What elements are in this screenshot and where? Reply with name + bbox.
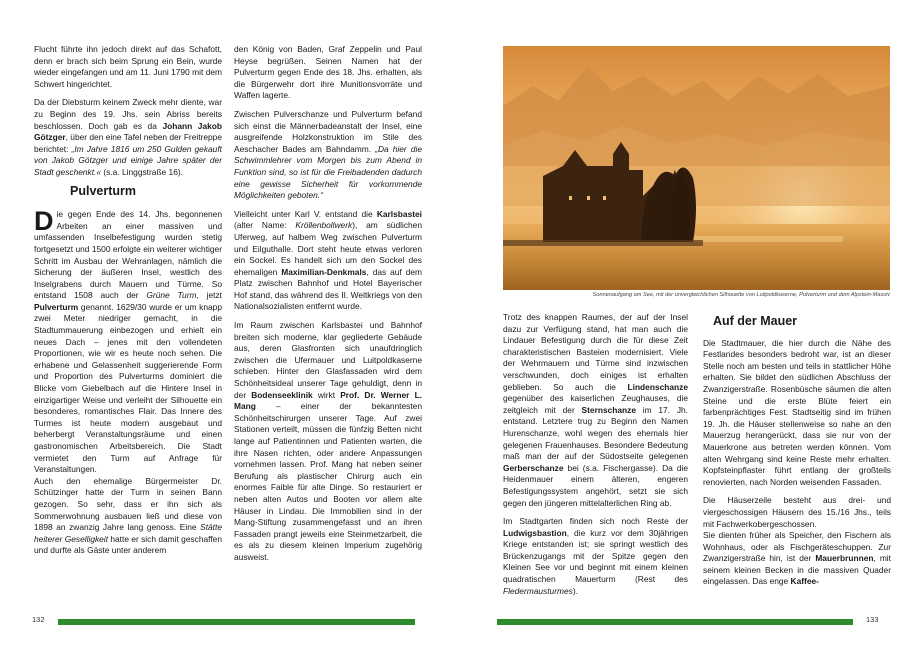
page-number: 133 <box>866 615 879 624</box>
paragraph: Flucht führte ihn jedoch direkt auf das Schafott, denn er brach sich beim Sprung ein Bein, wurde wieder eingefangen und am 11. Juni 1790 mit dem Schwert hingerichtet. <box>34 44 222 89</box>
paragraph: Im Stadtgarten finden sich noch Reste der Ludwigsbastion, die kurz vor dem 30jährigen Kriege entstanden ist; sie springt westlich des Brückenzugangs mit der Spitze gegen den Kleinen See vor und beginnt mit einem kleinen quadratischen Mauerturm (Rest des Fledermausturmes). <box>503 516 688 596</box>
footer-bar <box>497 619 853 625</box>
left-column-2 <box>234 44 422 609</box>
section-heading-pulverturm: Pulverturm <box>70 183 136 198</box>
left-column-1 <box>34 44 222 609</box>
section-heading-auf-der-mauer: Auf der Mauer <box>713 314 798 328</box>
paragraph: Vielleicht unter Karl V. entstand die Karlsbastei (alter Name: Kröllenbollwerk), am südlichen Uferweg, auf halbem Weg zwischen Pulverturm und Eilguthalle. Dort steht heute etwas verloren ein Sockel. Es handelt sich um den Sockel des ehemaligen Maximilian-Denkmals, das auf dem Platz zwischen Bahnhof und Hotel Bayerischer Hof stand, das während des II. Weltkriegs von den Nationalsozialisten entfernt wurde. <box>234 208 422 312</box>
footer-bar <box>58 619 415 625</box>
paragraph: Die gegen Ende des 14. Jhs. begonnenen Arbeiten an einer massiven und umfassenden Inselbefestigung wurden stetig fortgesetzt und 1500 erfolgte ein weiterer wichtiger Schritt im Ausbau der Wehranlagen, nämlich die Sicherung der äußeren Insel, westlich des Inselgrabens durch Mauern und Türme. So entstand 1508 auch der Grüne Turm, jetzt Pulverturm genannt. 1629/30 wurde er um knapp zwei Meter niedriger gemacht, in die Stadtummauerung einbezogen und erhielt ein neues Dach – jenes mit den vollendeten Proportionen, wie wir es heute noch sehen. Die erhabene und Gelassenheit suggerierende Form und Proportion des Pulverturms dominiert die Blicke vom Giebelbach auf die Hintere Insel in einzigartiger Weise und verleiht der Silhouette ein besonderes, romantisches Flair. Das Innere des Turmes ist heute modern ausgebaut und beherbergt Veranstaltungsräume und einen gastronomischen Arbeitsbereich. Die Stadt vermietet den Turm auf Anfrage für Veranstaltungen. <box>34 206 222 475</box>
paragraph: den König von Baden, Graf Zeppelin und Paul Heyse begrüßen. Seinen Namen hat der Pulverturm gegen Ende des 18. Jhs. erhalten, als die Bürgerwehr dort ihre Munitionsvorräte und Waffen lagerte. <box>234 44 422 101</box>
paragraph: Auch den ehemalige Bürgermeister Dr. Schützinger hatte der Turm in seinen Bann gezogen. So sehr, dass er ihn sich als Sommerwohnung ausbauen ließ und diese von 1898 an zwanzig Jahre lang genoss. Eine Stätte heiterer Geselligkeit hatte er sich damit geschaffen und durfte als Gäste unter anderem <box>34 475 222 556</box>
paragraph: Trotz des knappen Raumes, der auf der Insel dazu zur Verfügung stand, hat man auch die Lindauer Befestigung durch die für diese Zeit charakteristischen Basteien modernisiert. Viele der Wehrmauern und Türme sind inzwischen verschwunden, doch einiges ist erhalten geblieben. So auch die Lindenschanze gegenüber des kaiserlichen Zeughauses, die zeitgleich mit der Sternschanze im 17. Jh. entstand. Letztere trug zu Beginn den Namen Hurenschanze, wohl wegen des ehemals hier gelegenen Frauenhauses. Besondere Bedeutung maß man der auf der Südostseite gelegenen Gerberschanze bei (s.a. Fischergasse). Da die Heidenmauer einem älteren, engeren Befestigungssystem angehört, setzt sie sich gegen den jüngeren mittelalterlichen Ring ab. <box>503 312 688 508</box>
page-number: 132 <box>32 615 45 624</box>
drop-cap: D <box>34 206 54 237</box>
left-page <box>0 0 455 648</box>
paragraph: Die Stadtmauer, die hier durch die Nähe des Festlandes besonders bedroht war, ist an dieser Stelle noch am besten und teils in stattlicher Höhe erhalten. Sie bildet den südlichen Abschluss der Zwanzigerstraße. Rosenbüsche säumen die alten Steine und die erste Blüte feiert ein farbenprächtiges Fest. Stadtseitig sind im frühen 19. Jh. die Häuser stellenweise so nahe an den Mauerzug herangerückt, dass sie nur von der Mauerkrone aus betreten werden können. Vom alten Wehrgang sind keine Reste mehr erhalten. Kopfsteinpflaster führt entlang der großteils renovierten, nach Norden weisenden Fassaden. <box>703 337 891 487</box>
paragraph: Die Häuserzeile besteht aus drei- und viergeschossigen Häusern des 15./16 Jhs., teils mit Fachwerkobergeschossen. <box>703 495 891 529</box>
photo-caption: Sonnenaufgang am See, mit der unvergleichlichen Silhouette von Luitpoldkaserne, Pulverturm und dem Alpstein-Massiv <box>592 292 890 298</box>
paragraph: Zwischen Pulverschanze und Pulverturm befand sich einst die Männerbadeanstalt der Insel, eine ausgreifende Holzkonstruktion im Stile des Aeschacher Bades am Bahndamm. „Da hier die Schwimmlehrer vom Morgen bis zum Abend in Funktion sind, so ist für die Freibadenden dadurch eine gewisse Sicherheit für vorkommende Möglichkeiten geboten.“ <box>234 108 422 201</box>
paragraph: Sie dienten früher als Speicher, den Fischern als Wohnhaus, oder als Fischgeräteschuppen. Zur Zwanzigerstraße hin, ist der Mauerbrunnen, mit seinem kleinen Becken in die massiven Quader eingelassen. Das enge Kaffee- <box>703 530 891 587</box>
lake-sunrise-photo <box>503 46 890 290</box>
paragraph: Da der Diebsturm keinem Zweck mehr diente, war zu Beginn des 19. Jhs. sein Abriss bereits beschlossen. Doch gab es da Johann Jakob Götzger, über den eine Tafel neben der Freitreppe berichtet: „Im Jahre 1816 um 250 Gulden gekauft von Jakob Götzger und einige Jahre später der Stadt geschenkt.« (s.a. Linggstraße 16). <box>34 97 222 177</box>
right-column-2 <box>703 312 891 609</box>
paragraph: Im Raum zwischen Karlsbastei und Bahnhof breiten sich moderne, klar gegliederte Gebäude aus, deren Glasfronten sich unaufdringlich zwischen die Ufermauer und Luitpoldkaserne schieben. Hinter den Glasfassaden wird dem Schönheitsideal unserer Tage gehuldigt, denn in der Bodenseeklinik wirkt Prof. Dr. Werner L. Mang – einer der bekanntesten Schönheitschirurgen unserer Tage. Auf zwei Stationen verteilt, müssen die fünfzig Betten nicht lange auf Patientinnen und Patienten warten, die ihre Nasen richten, oder andere Anpassungen vornehmen lassen. Prof. Mang hat neben seiner Berufung als plastischer Chirurg auch ein enormes Faible für alte Dinge. So restauriert er neben alten Autos und Booten vor allem alte Häuser in Lindau. Die Immobilien sind in der Mang-Stiftung zusammengefasst und an ihren Fassaden prangt jeweils eine Steinmetzarbeit, die es als zu diesem kleinen Imperium zugehörig ausweist. <box>234 320 422 562</box>
right-column-1 <box>503 312 688 609</box>
